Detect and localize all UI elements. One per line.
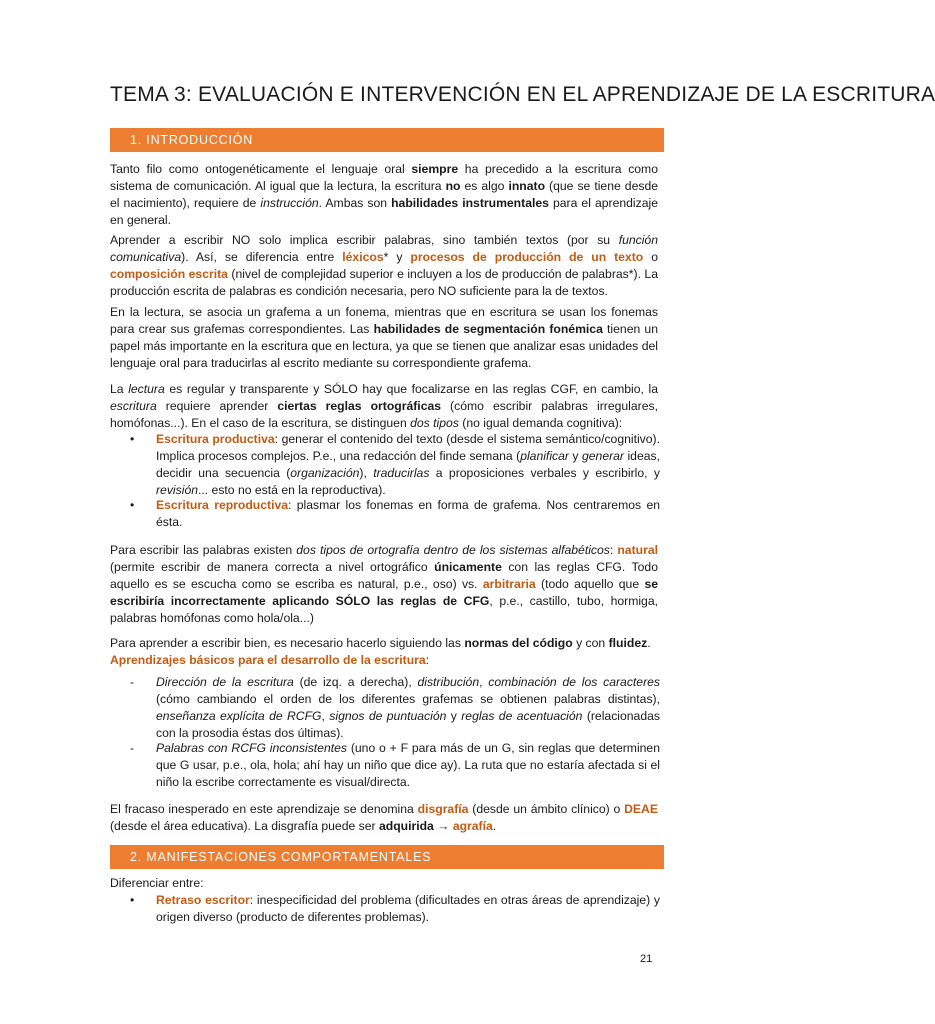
bullet-icon: •	[130, 432, 135, 446]
bullet-icon: •	[130, 498, 135, 512]
list-item-aprendizajes-1: - Dirección de la escritura (de izq. a derecha), distribución, combinación de los caracteres (cómo cambiando el orden de los diferentes grafemas se obtienen palabras distintas), enseñanza explícita de RCFG, signos de puntuación y reglas de acentuación (relacionadas con la prosodia éstas dos últimas).	[130, 675, 661, 740]
list-item-escritura-productiva: • Escritura productiva: generar el contenido del texto (desde el sistema semántico/cognitivo). Implica procesos complejos. P.e., una redacción del finde semana (planificar y generar ideas, decidir una secuencia (organización), traducirlas a proposiciones verbales y escribirlo, y revisión... esto no está en la reproductiva).	[130, 432, 660, 497]
paragraph-7: El fracaso inesperado en este aprendizaje se denomina disgrafía (desde un ámbito clínico) o DEAE (desde el área educativa). La disgrafía puede ser adquirida → agrafía.	[110, 802, 658, 833]
paragraph-5: Para escribir las palabras existen dos tipos de ortografía dentro de los sistemas alfabéticos: natural (permite escribir de manera correcta a nivel ortográfico únicamente con las reglas CFG. Todo aquello es se escucha como se escriba es natural, p.e., oso) vs. arbitraria (todo aquello que se escribiría incorrectamente aplicando SÓLO las reglas de CFG, p.e., castillo, tubo, hormiga, palabras homófonas como hola/ola...)	[110, 543, 658, 625]
paragraph-6: Para aprender a escribir bien, es necesario hacerlo siguiendo las normas del código y con fluidez. Aprendizajes básicos para el desarrollo de la escritura:	[110, 636, 651, 667]
paragraph-3: En la lectura, se asocia un grafema a un fonema, mientras que en escritura se usan los fonemas para crear sus grafemas correspondientes. Las habilidades de segmentación fonémica tienen un papel más importante en la escritura que en lectura, ya que se tienen que analizar esas unidades del lenguaje oral para traducirlas al escrito mediante su correspondiente grafema.	[110, 305, 658, 370]
section-heading-manifestaciones: 2. MANIFESTACIONES COMPORTAMENTALES	[110, 845, 664, 869]
list-item-aprendizajes-2: - Palabras con RCFG inconsistentes (uno o + F para más de un G, sin reglas que determinen que G usar, p.e., ola, hola; ahí hay un niño que dice ay). La ruta que no estaría afectada si el niño la escribe correctamente es visual/directa.	[130, 741, 660, 789]
dash-marker: -	[130, 741, 135, 755]
section-heading-introduccion: 1. INTRODUCCIÓN	[110, 128, 664, 152]
list-item-retraso-escritor: • Retraso escritor: inespecificidad del problema (dificultades en otras áreas de aprendizaje) y origen diverso (producto de diferentes problemas).	[130, 893, 660, 924]
dash-marker: -	[130, 675, 135, 689]
chapter-title: TEMA 3: EVALUACIÓN E INTERVENCIÓN EN EL APRENDIZAJE DE LA ESCRITURA	[110, 83, 935, 106]
list-item-escritura-reproductiva: • Escritura reproductiva: plasmar los fonemas en forma de grafema. Nos centraremos en ésta.	[130, 498, 661, 529]
page-number: 21	[640, 953, 653, 965]
paragraph-8: Diferenciar entre:	[110, 876, 204, 890]
paragraph-1: Tanto filo como ontogenéticamente el lenguaje oral siempre ha precedido a la escritura como sistema de comunicación. Al igual que la lectura, la escritura no es algo innato (que se tiene desde el nacimiento), requiere de instrucción. Ambas son habilidades instrumentales para el aprendizaje en general.	[110, 162, 658, 227]
bullet-icon: •	[130, 893, 135, 907]
paragraph-2: Aprender a escribir NO solo implica escribir palabras, sino también textos (por su función comunicativa). Así, se diferencia entre léxicos* y procesos de producción de un texto o composición escrita (nivel de complejidad superior e incluyen a los de producción de palabras*). La producción escrita de palabras es condición necesaria, pero NO suficiente para la de textos.	[110, 233, 658, 298]
paragraph-4: La lectura es regular y transparente y SÓLO hay que focalizarse en las reglas CGF, en cambio, la escritura requiere aprender ciertas reglas ortográficas (cómo escribir palabras irregulares, homófonas...). En el caso de la escritura, se distinguen dos tipos (no igual demanda cognitiva):	[110, 382, 659, 430]
